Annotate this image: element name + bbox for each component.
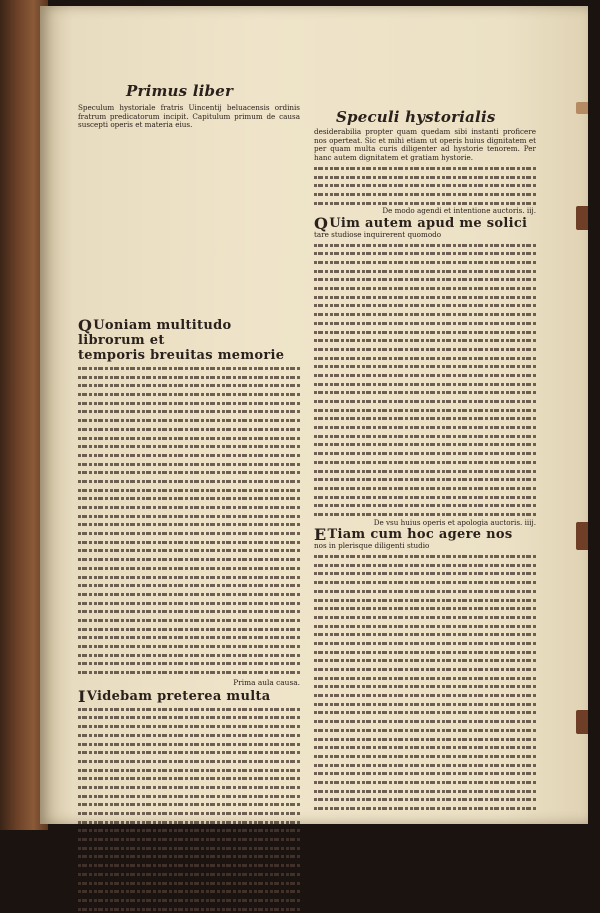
page-tab [576,206,588,230]
right-second-subheading: nos in plerisque diligenti studio [314,541,430,551]
left-header-block [78,82,300,100]
right-section-heading: Q Uim autem apud me solici [314,213,528,233]
right-body-text-3 [314,552,536,813]
right-chapter-note-2: De vsu huius operis et apologia auctoris. iiij. [373,517,536,527]
left-running-header: Primus liber [126,82,234,100]
right-running-header: Speculi hystorialis [336,108,496,126]
left-body-text-2 [78,705,300,913]
right-body-text-2 [314,241,536,519]
right-column-body [314,128,536,813]
initial-letter: Q [314,213,329,233]
left-section-heading: Q Uoniam multitudo librorum et [78,316,232,348]
right-body-text-1 [314,164,536,207]
left-intro-text: Speculum hystoriale fratris Uincentij beluacensis ordinis fratrum predicatorum incipit. Capitulum primum de causa suscepti operis et materia eius. [78,103,300,130]
initial-letter: I [78,686,86,706]
initial-letter: E [314,525,327,545]
right-intro-text: desiderabilia propter quam quedam sibi instanti proficere nos operteat. Sic et mihi etiam ut operis huius dignitatem et per quam multa curis diligenter ad hystorie tenorem. Per hanc autem dignitatem et gratiam hystorie. [314,127,536,163]
page-tab [576,102,588,114]
left-section-heading-2: temporis breuitas memorie [78,348,285,363]
left-colophon: Prima aula causa. [233,677,300,687]
page-tab [576,522,588,550]
left-main-section [78,318,300,913]
initial-letter: Q [78,316,93,335]
right-section-subheading: tare studiose inquirerent quomodo [314,229,442,239]
right-second-heading: E Tiam cum hoc agere nos [314,525,513,545]
left-body-text [78,364,300,677]
right-chapter-note: De modo agendi et intentione auctoris. iij. [382,206,536,216]
page-tab [576,710,588,734]
right-header-block [314,108,536,126]
left-second-heading: I Videbam preterea multa [78,686,271,706]
